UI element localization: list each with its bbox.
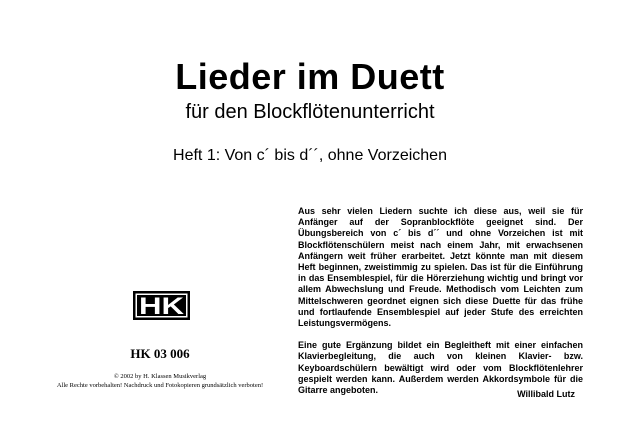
description-paragraph: Eine gute Ergänzung bildet ein Begleitheft mit einer einfachen Klavierbegleitung, die auch von kleinen Klavier- bzw. Keyboardschülern bewältigt wird oder vom Blockflötenlehrer gespielt werden kann. Außerdem werden Akkordsymbole für die Gitarre angeboten. (298, 340, 583, 396)
logo-text: HK (139, 293, 185, 320)
copyright-line: © 2002 by H. Klassen Musikverlag (113, 373, 207, 380)
author-name: Willibald Lutz (517, 389, 575, 399)
book-title: Lieder im Duett (175, 56, 445, 97)
copyright-notice (10, 373, 310, 390)
publisher-logo (133, 291, 190, 320)
rights-line: Alle Rechte vorbehalten! Nachdruck und Fotokopieren grundsätzlich verboten! (56, 381, 264, 389)
description-paragraph: Aus sehr vielen Liedern suchte ich diese aus, weil sie für Anfänger auf der Sopranblockflöte geeignet sind. Der Übungsbereich von c´ bis d´´ und ohne Vorzeichen ist mit Blockflötenschülern meist nach einem Jahr, mit erwachsenen Anfängern weit früher erarbeitet. Jetzt könnte man mit diesem Heft beginnen, zweistimmig zu spielen. Das ist für die Einführung in das Ensemblespiel, für die Hörerziehung wichtig und bringt vor allem Abwechslung und Freude. Methodisch vom Leichten zum Mittelschweren geordnet eignen sich diese Duette für das frühe und fortlaufende Ensemblespiel auf jeder Stufe des erreichten Leistungsvermögens. (298, 206, 583, 329)
catalog-number: HK 03 006 (130, 346, 190, 361)
description-text (298, 206, 583, 396)
book-subtitle: für den Blockflötenunterricht (185, 101, 435, 123)
issue-heading: Heft 1: Von c´ bis d´´, ohne Vorzeichen (173, 147, 447, 164)
